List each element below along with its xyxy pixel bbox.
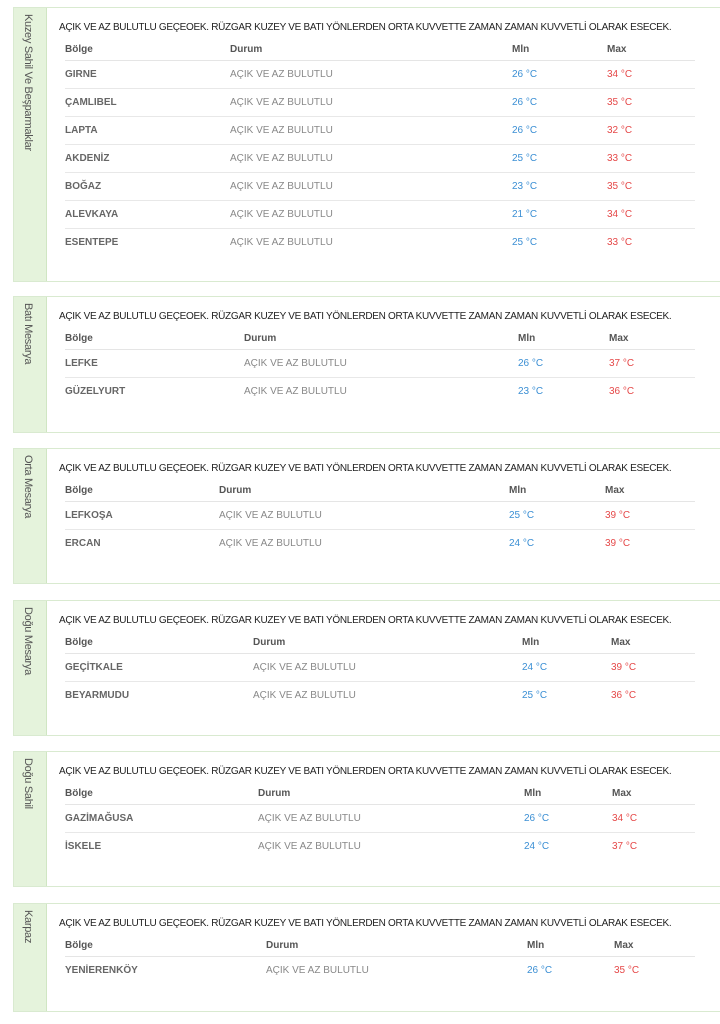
min-temp: 24 °C [509, 538, 535, 549]
forecast-text: AÇIK VE AZ BULUTLU GEÇEOEK. RÜZGAR KUZEY VE BATI YÖNLERDEN ORTA KUVVETTE ZAMAN ZAMAN KUVVETLİ OLARAK ESECEK. [59, 463, 672, 474]
panel-title: Batı Mesarya [22, 303, 34, 365]
min-temp: 25 °C [512, 237, 538, 248]
table-row [65, 89, 695, 117]
region-name: GIRNE [65, 61, 230, 89]
forecast-text: AÇIK VE AZ BULUTLU GEÇEOEK. RÜZGAR KUZEY VE BATI YÖNLERDEN ORTA KUVVETTE ZAMAN ZAMAN KUVVETLİ OLARAK ESECEK. [59, 918, 672, 929]
forecast-table [65, 782, 695, 860]
region-name: BEYARMUDU [65, 690, 130, 701]
table-row [65, 502, 695, 530]
weather-status: AÇIK VE AZ BULUTLU [230, 201, 512, 229]
panel-side-tab [14, 601, 47, 735]
table-row [65, 173, 695, 201]
col-header-status: Durum [253, 631, 522, 654]
table-header-row [65, 479, 695, 502]
table-row [65, 229, 695, 257]
min-temp: 26 °C [518, 350, 609, 378]
table-row [65, 378, 695, 406]
panel-side-tab [14, 904, 47, 1011]
col-header-min: Mln [527, 934, 614, 957]
region-name: GAZİMAĞUSA [65, 805, 258, 833]
col-header-region: Bölge [65, 934, 266, 957]
col-header-min: Mln [512, 38, 607, 61]
table-row [65, 61, 695, 89]
col-header-max: Max [605, 479, 695, 502]
min-temp: 26 °C [524, 805, 612, 833]
region-name: LEFKE [65, 350, 244, 378]
panel-title: Kuzey Sahil Ve Beşparmaklar [22, 14, 34, 151]
table-row [65, 833, 695, 861]
region-name: LAPTA [65, 117, 230, 145]
col-header-status: Durum [258, 782, 524, 805]
min-temp: 25 °C [512, 145, 607, 173]
col-header-region: Bölge [65, 479, 219, 502]
min-temp: 25 °C [509, 502, 605, 530]
max-temp: 33 °C [607, 145, 695, 173]
weather-status: AÇIK VE AZ BULUTLU [266, 965, 369, 976]
max-temp: 37 °C [612, 841, 638, 852]
weather-status: AÇIK VE AZ BULUTLU [230, 61, 512, 89]
region-name: GEÇİTKALE [65, 654, 253, 682]
max-temp: 34 °C [607, 201, 695, 229]
forecast-text: AÇIK VE AZ BULUTLU GEÇEOEK. RÜZGAR KUZEY VE BATI YÖNLERDEN ORTA KUVVETTE ZAMAN ZAMAN KUVVETLİ OLARAK ESECEK. [59, 22, 672, 33]
table-header-row [65, 782, 695, 805]
forecast-table [65, 631, 695, 709]
weather-status: AÇIK VE AZ BULUTLU [230, 145, 512, 173]
table-row [65, 201, 695, 229]
region-name: AKDENİZ [65, 145, 230, 173]
panel-title: Doğu Sahil [22, 758, 34, 809]
weather-status: AÇIK VE AZ BULUTLU [230, 117, 512, 145]
forecast-table [65, 38, 695, 256]
panel-title: Doğu Mesarya [22, 607, 34, 675]
max-temp: 33 °C [607, 237, 633, 248]
col-header-max: Max [611, 631, 695, 654]
max-temp: 36 °C [611, 690, 637, 701]
col-header-region: Bölge [65, 327, 244, 350]
region-name: ÇAMLIBEL [65, 89, 230, 117]
min-temp: 24 °C [522, 654, 611, 682]
col-header-min: Mln [518, 327, 609, 350]
table-row [65, 145, 695, 173]
panel-side-tab [14, 752, 47, 886]
region-panel [13, 7, 720, 282]
col-header-status: Durum [244, 327, 518, 350]
weather-status: AÇIK VE AZ BULUTLU [244, 386, 347, 397]
min-temp: 26 °C [512, 61, 607, 89]
max-temp: 39 °C [605, 538, 631, 549]
min-temp: 21 °C [512, 201, 607, 229]
region-name: LEFKOŞA [65, 502, 219, 530]
weather-status: AÇIK VE AZ BULUTLU [230, 89, 512, 117]
region-panel [13, 751, 720, 887]
forecast-table [65, 934, 695, 984]
panel-title: Orta Mesarya [22, 455, 34, 519]
panel-side-tab [14, 449, 47, 583]
forecast-text: AÇIK VE AZ BULUTLU GEÇEOEK. RÜZGAR KUZEY VE BATI YÖNLERDEN ORTA KUVVETTE ZAMAN ZAMAN KUVVETLİ OLARAK ESECEK. [59, 615, 672, 626]
panel-side-tab [14, 8, 47, 281]
weather-status: AÇIK VE AZ BULUTLU [219, 538, 322, 549]
region-name: İSKELE [65, 841, 102, 852]
weather-status: AÇIK VE AZ BULUTLU [230, 173, 512, 201]
col-header-min: Mln [524, 782, 612, 805]
col-header-min: Mln [522, 631, 611, 654]
region-name: YENİERENKÖY [65, 965, 138, 976]
min-temp: 26 °C [527, 965, 553, 976]
table-header-row [65, 38, 695, 61]
weather-status: AÇIK VE AZ BULUTLU [244, 350, 518, 378]
col-header-max: Max [614, 934, 695, 957]
max-temp: 39 °C [605, 502, 695, 530]
col-header-status: Durum [230, 38, 512, 61]
table-row [65, 682, 695, 710]
min-temp: 26 °C [512, 89, 607, 117]
table-row [65, 350, 695, 378]
forecast-table [65, 327, 695, 405]
min-temp: 23 °C [518, 386, 544, 397]
weather-status: AÇIK VE AZ BULUTLU [258, 841, 361, 852]
table-row [65, 654, 695, 682]
table-row [65, 530, 695, 558]
forecast-table [65, 479, 695, 557]
col-header-region: Bölge [65, 782, 258, 805]
min-temp: 24 °C [524, 841, 550, 852]
region-name: GÜZELYURT [65, 386, 126, 397]
panel-side-tab [14, 297, 47, 432]
max-temp: 35 °C [607, 173, 695, 201]
region-name: ALEVKAYA [65, 201, 230, 229]
max-temp: 32 °C [607, 117, 695, 145]
col-header-max: Max [612, 782, 695, 805]
max-temp: 39 °C [611, 654, 695, 682]
table-header-row [65, 327, 695, 350]
region-panel [13, 903, 720, 1012]
table-header-row [65, 631, 695, 654]
weather-status: AÇIK VE AZ BULUTLU [219, 502, 509, 530]
max-temp: 34 °C [612, 805, 695, 833]
region-panel [13, 448, 720, 584]
col-header-status: Durum [219, 479, 509, 502]
max-temp: 37 °C [609, 350, 695, 378]
weather-status: AÇIK VE AZ BULUTLU [253, 690, 356, 701]
col-header-region: Bölge [65, 38, 230, 61]
table-header-row [65, 934, 695, 957]
table-row [65, 957, 695, 985]
min-temp: 23 °C [512, 173, 607, 201]
table-row [65, 117, 695, 145]
min-temp: 26 °C [512, 117, 607, 145]
region-panel [13, 600, 720, 736]
region-panel [13, 296, 720, 433]
forecast-text: AÇIK VE AZ BULUTLU GEÇEOEK. RÜZGAR KUZEY VE BATI YÖNLERDEN ORTA KUVVETTE ZAMAN ZAMAN KUVVETLİ OLARAK ESECEK. [59, 766, 672, 777]
col-header-status: Durum [266, 934, 527, 957]
table-row [65, 805, 695, 833]
forecast-text: AÇIK VE AZ BULUTLU GEÇEOEK. RÜZGAR KUZEY VE BATI YÖNLERDEN ORTA KUVVETTE ZAMAN ZAMAN KUVVETLİ OLARAK ESECEK. [59, 311, 672, 322]
region-name: ESENTEPE [65, 237, 119, 248]
weather-status: AÇIK VE AZ BULUTLU [258, 805, 524, 833]
weather-status: AÇIK VE AZ BULUTLU [230, 237, 333, 248]
max-temp: 35 °C [614, 965, 640, 976]
region-name: ERCAN [65, 538, 101, 549]
col-header-min: Mln [509, 479, 605, 502]
panel-title: Karpaz [22, 910, 34, 944]
weather-status: AÇIK VE AZ BULUTLU [253, 654, 522, 682]
max-temp: 35 °C [607, 89, 695, 117]
min-temp: 25 °C [522, 690, 548, 701]
max-temp: 36 °C [609, 386, 635, 397]
region-name: BOĞAZ [65, 173, 230, 201]
col-header-max: Max [609, 327, 695, 350]
col-header-region: Bölge [65, 631, 253, 654]
max-temp: 34 °C [607, 61, 695, 89]
col-header-max: Max [607, 38, 695, 61]
